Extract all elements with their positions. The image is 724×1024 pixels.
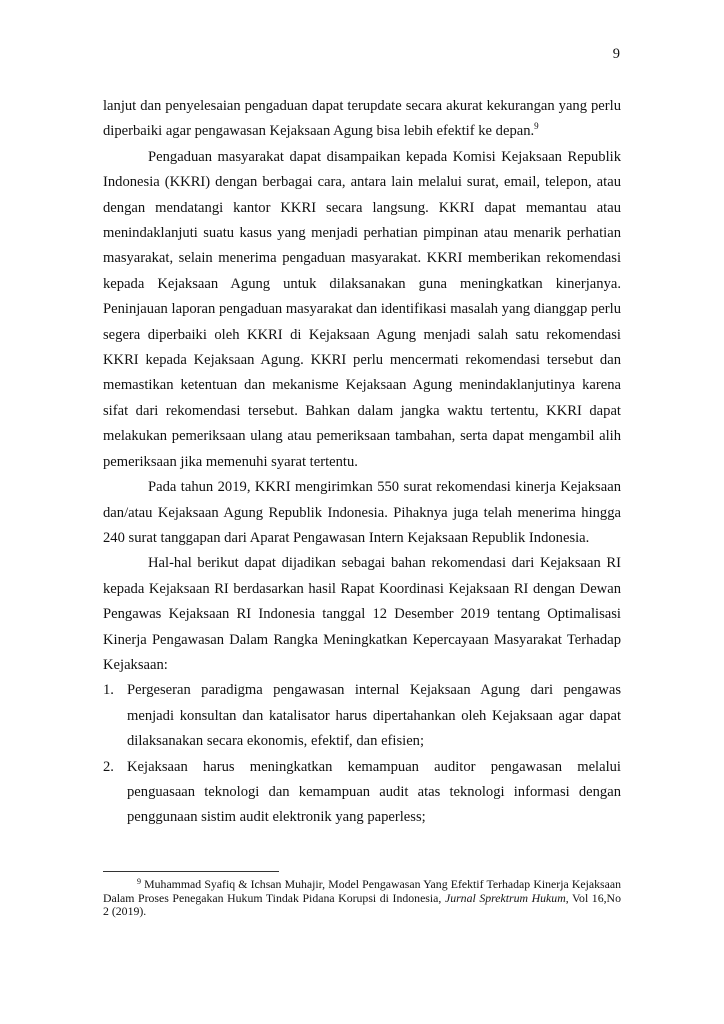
page-number: 9 (612, 46, 620, 62)
body-text (103, 94, 621, 831)
footnote-reference[interactable]: 9 (534, 121, 539, 132)
paragraph-text: lanjut dan penyelesaian pengaduan dapat terupdate secara akurat kekurangan yang perlu diperbaiki agar pengawasan Kejaksaan Agung bisa lebih efektif ke depan. (103, 98, 621, 140)
footnote-marker: 9 (137, 877, 141, 886)
footnote-separator (103, 871, 279, 872)
footnote-citation: Muhammad Syafiq & Ichsan Muhajir, Model Pengawasan Yang Efektif Terhadap Kinerja Kejaksaan Dalam Proses Penegakan Hukum Tindak Pidana Korupsi di Indonesia, (103, 877, 621, 905)
paragraph-recommendations-intro: Hal-hal berikut dapat dijadikan sebagai bahan rekomendasi dari Kejaksaan RI kepada Kejaksaan RI berdasarkan hasil Rapat Koordinasi Kejaksaan RI dengan Dewan Pengawas Kejaksaan RI Indonesia tanggal 12 Desember 2019 tentang Optimalisasi Kinerja Pengawasan Dalam Rangka Meningkatkan Kepercayaan Masyarakat Terhadap Kejaksaan: (103, 555, 621, 673)
list-item-text: Pergeseran paradigma pengawasan internal Kejaksaan Agung dari pengawas menjadi konsultan dan katalisator harus dipertahankan oleh Kejaksaan agar dapat dilaksanakan secara ekonomis, efektif, dan efisien; (127, 682, 621, 750)
footnote-entry (103, 878, 621, 919)
list-item-number: 2. (103, 758, 114, 775)
recommendation-list (103, 678, 621, 830)
list-item-number: 1. (103, 682, 114, 699)
list-item-text: Kejaksaan harus meningkatkan kemampuan auditor pengawasan melalui penguasaan teknologi dan kemampuan audit atas teknologi informasi dengan penggunaan sistim audit elektronik yang paperless; (127, 758, 621, 826)
list-item (103, 678, 621, 754)
footnote-volume: , Vol 16,No 2 (2019). (103, 890, 621, 919)
footnote-journal-title: Jurnal Sprektrum Hukum (444, 890, 566, 905)
paragraph-2019-statistics: Pada tahun 2019, KKRI mengirimkan 550 surat rekomendasi kinerja Kejaksaan dan/atau Kejaksaan Agung Republik Indonesia. Pihaknya juga telah menerima hingga 240 surat tanggapan dari Aparat Pengawasan Intern Kejaksaan Republik Indonesia. (103, 479, 621, 546)
paragraph-continuation (103, 94, 621, 145)
paragraph-kkri-complaints: Pengaduan masyarakat dapat disampaikan kepada Komisi Kejaksaan Republik Indonesia (KKRI) dengan berbagai cara, antara lain melalui surat, email, telepon, atau dengan mendatangi kantor KKRI secara langsung. KKRI dapat memantau atau menindaklanjuti suatu kasus yang menjadi perhatian pimpinan atau menarik perhatian masyarakat, selain menerima pengaduan masyarakat. KKRI memberikan rekomendasi kepada Kejaksaan Agung untuk dilaksanakan guna meningkatkan kinerjanya. Peninjauan laporan pengaduan masyarakat dan identifikasi masalah yang dianggap perlu segera diperbaiki oleh KKRI di Kejaksaan Agung menjadi salah satu rekomendasi KKRI kepada Kejaksaan Agung. KKRI perlu mencermati rekomendasi tersebut dan memastikan ketentuan dan mekanisme Kejaksaan Agung menindaklanjutinya karena sifat dari rekomendasi tersebut. Bahkan dalam jangka waktu tertentu, KKRI dapat melakukan pemeriksaan ulang atau pemeriksaan tambahan, serta dapat mengambil alih pemeriksaan jika memenuhi syarat tertentu. (103, 148, 621, 470)
list-item (103, 755, 621, 831)
footnote (103, 878, 621, 919)
